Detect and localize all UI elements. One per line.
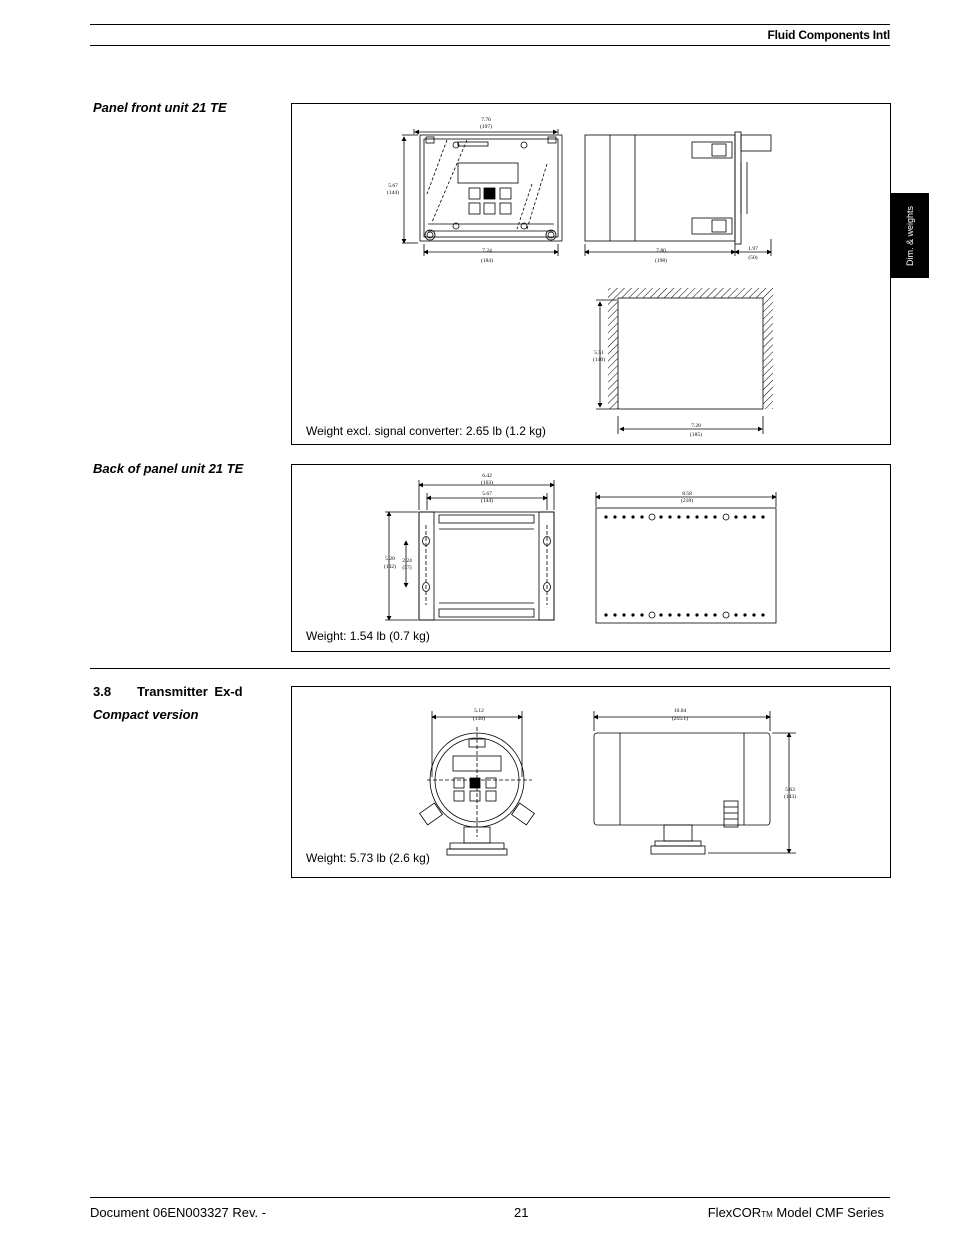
- panel-front-drawing: [292, 104, 892, 446]
- header-rule-top: [90, 24, 890, 25]
- compact-caption: Compact version: [93, 707, 199, 722]
- panel-front-drawing-box: [291, 103, 891, 445]
- dim-bottom-width: 7.24: [482, 248, 492, 254]
- header-rule-bottom: [90, 45, 890, 46]
- dim-length-mm: (255.1): [671, 716, 689, 722]
- panel-front-weight: Weight excl. signal converter: 2.65 lb (1.2 kg): [306, 424, 546, 438]
- panel-back-drawing: [292, 465, 892, 653]
- section-rule: [90, 668, 890, 669]
- dim-back-height: 5.20: [385, 556, 395, 562]
- dim-inner-width: 5.67: [482, 491, 492, 497]
- dim-inner-height-mm: (57): [402, 565, 412, 571]
- section-number: 3.8: [93, 684, 112, 699]
- panel-back-caption: Back of panel unit 21 TE: [93, 461, 244, 476]
- section-title: Transmitter Ex-d: [137, 684, 243, 699]
- dim-front-height-mm: (144): [387, 190, 399, 196]
- panel-back-drawing-box: [291, 464, 891, 652]
- trademark-mark: TM: [761, 1210, 773, 1219]
- dim-front-height: 5.67: [388, 183, 398, 189]
- product-name: [708, 1205, 884, 1220]
- page-number: 21: [514, 1205, 529, 1220]
- dim-depth: 7.80: [656, 248, 666, 254]
- dim-cutout-height-mm: (140): [593, 357, 605, 363]
- footer-rule: [90, 1197, 890, 1198]
- section-side-tab: [891, 193, 929, 278]
- dim-compact-height: 5.63: [785, 787, 795, 793]
- compact-drawing-box: [291, 686, 891, 878]
- section-heading: [93, 684, 243, 699]
- panel-front-caption: Panel front unit 21 TE: [93, 100, 227, 115]
- dim-cutout-height: 5.51: [594, 350, 604, 356]
- dim-compact-height-mm: (143): [784, 794, 796, 800]
- dim-top-width: 7.76: [481, 117, 491, 123]
- dim-diameter-mm: (130): [473, 716, 485, 722]
- dim-rear-mm: (50): [748, 255, 758, 261]
- dim-length: 10.04: [673, 708, 687, 714]
- dim-rear: 1.97: [748, 246, 758, 252]
- panel-back-weight: Weight: 1.54 lb (0.7 kg): [306, 629, 430, 643]
- compact-weight: Weight: 5.73 lb (2.6 kg): [306, 851, 430, 865]
- dim-bottom-width-mm: (184): [481, 258, 493, 264]
- dim-outer-width-mm: (163): [481, 480, 493, 486]
- dim-inner-width-mm: (144): [481, 498, 493, 504]
- dim-strip-width: 8.58: [682, 491, 692, 497]
- dim-outer-width: 6.42: [482, 473, 492, 479]
- product-suffix: Model CMF Series: [772, 1205, 884, 1220]
- document-number: Document 06EN003327 Rev. -: [90, 1205, 267, 1220]
- dim-top-width-mm: (197): [480, 124, 492, 130]
- dim-cutout-width: 7.28: [691, 423, 701, 429]
- company-name: Fluid Components Intl: [767, 28, 890, 42]
- dim-diameter: 5.12: [474, 708, 484, 714]
- dim-cutout-width-mm: (185): [690, 432, 702, 438]
- dim-inner-height: 2.24: [402, 558, 412, 564]
- dim-back-height-mm: (132): [384, 564, 396, 570]
- side-tab-label: Dim. & weights: [905, 205, 915, 266]
- dim-depth-mm: (198): [655, 258, 667, 264]
- dim-strip-width-mm: (218): [681, 498, 693, 504]
- product-prefix: FlexCOR: [707, 1205, 762, 1220]
